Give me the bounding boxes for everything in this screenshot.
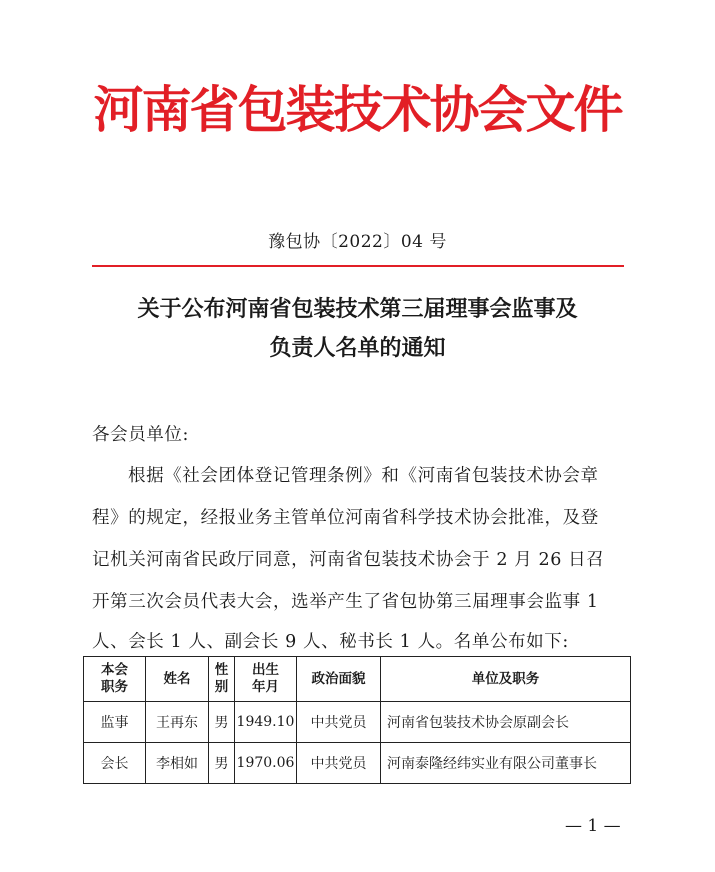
header-gender [209, 657, 235, 702]
document-number: 豫包协〔2022〕04 号 [268, 232, 447, 252]
cell-name: 王再东 [146, 702, 209, 743]
header-birth-line-2: 年月 [252, 679, 279, 695]
members-table [83, 656, 631, 784]
header-role-line-2: 职务 [101, 679, 128, 695]
cell-political: 中共党员 [297, 743, 381, 784]
cell-role: 监事 [84, 702, 146, 743]
page-number: — 1 — [565, 816, 621, 836]
header-role [84, 657, 146, 702]
cell-name: 李相如 [146, 743, 209, 784]
notice-title-line-2: 负责人名单的通知 [269, 336, 446, 361]
table-row [84, 743, 631, 784]
body-line-3: 记机关河南省民政厅同意，河南省包装技术协会于 2 月 26 日召 [92, 550, 605, 570]
cell-gender: 男 [209, 702, 235, 743]
body-line-2: 程》的规定，经报业务主管单位河南省科学技术协会批准，及登 [92, 508, 599, 528]
table-row [84, 702, 631, 743]
header-birth-line-1: 出生 [252, 662, 279, 678]
body-line-5: 人、会长 1 人、副会长 9 人、秘书长 1 人。名单公布如下: [92, 632, 569, 652]
header-gender-line-1: 性 [214, 662, 229, 678]
notice-title-line-1: 关于公布河南省包装技术第三届理事会监事及 [137, 297, 578, 322]
cell-gender: 男 [209, 743, 235, 784]
header-political: 政治面貌 [297, 657, 381, 702]
cell-political: 中共党员 [297, 702, 381, 743]
table-header-row [84, 657, 631, 702]
cell-unit: 河南泰隆经纬实业有限公司董事长 [381, 743, 631, 784]
cell-birth: 1970.06 [235, 743, 297, 784]
cell-role: 会长 [84, 743, 146, 784]
cell-unit: 河南省包装技术协会原副会长 [381, 702, 631, 743]
header-name: 姓名 [146, 657, 209, 702]
header-birth [235, 657, 297, 702]
masthead-title: 河南省包装技术协会文件 [93, 81, 622, 139]
body-line-4: 开第三次会员代表大会，选举产生了省包协第三届理事会监事 1 [92, 592, 599, 612]
header-gender-line-2: 别 [214, 679, 229, 695]
cell-birth: 1949.10 [235, 702, 297, 743]
body-line-1: 根据《社会团体登记管理条例》和《河南省包装技术协会章 [128, 466, 599, 486]
header-unit: 单位及职务 [381, 657, 631, 702]
header-role-line-1: 本会 [101, 662, 128, 678]
red-divider-line [92, 265, 624, 267]
salutation: 各会员单位: [92, 425, 189, 445]
